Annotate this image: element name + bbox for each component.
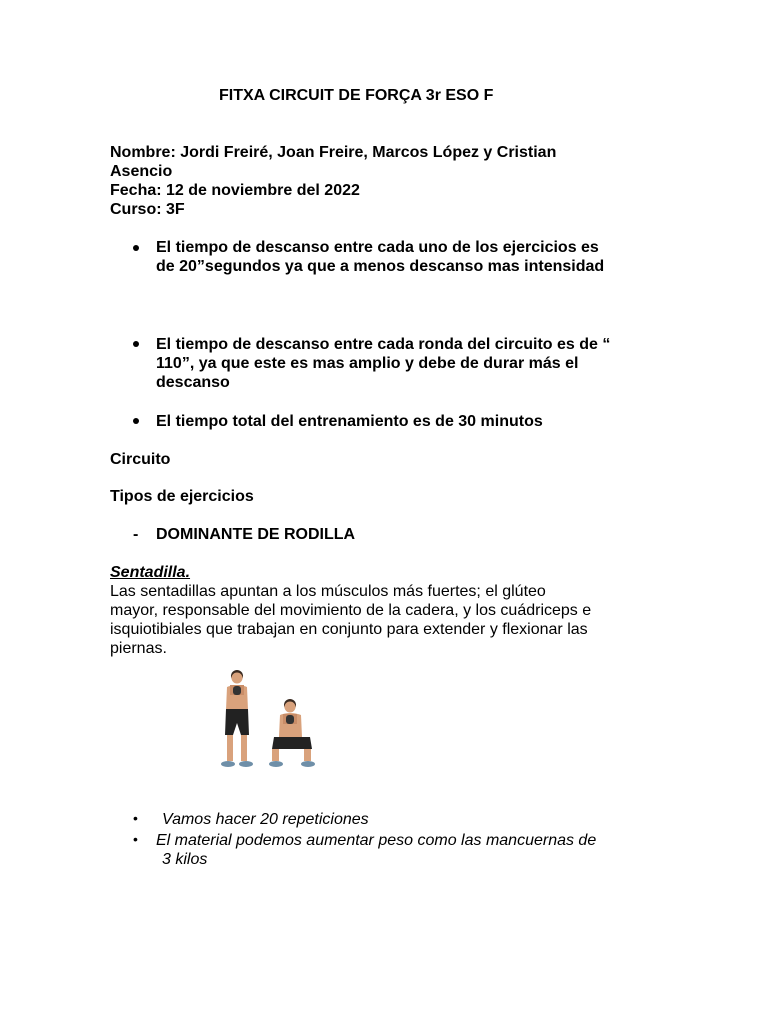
bullet-icon: [133, 418, 139, 424]
exercise-desc: isquiotibiales que trabajan en conjunto para extender y flexionar las: [110, 621, 588, 638]
bullet-text: El tiempo de descanso entre cada uno de los ejercicios es: [156, 239, 599, 256]
dominante-heading: DOMINANTE DE RODILLA: [156, 526, 356, 543]
standing-figure: [221, 670, 253, 767]
dash-marker: -: [133, 526, 139, 543]
exercise-desc: mayor, responsable del movimiento de la cadera, y los cuádriceps e: [110, 602, 592, 619]
squat-illustration: [212, 665, 322, 775]
bullet-icon: [133, 341, 139, 347]
bullet-text: 110”, ya que este es mas amplio y debe de durar más el: [156, 355, 579, 372]
squatting-figure: [269, 699, 315, 767]
nombre-line: Nombre: Jordi Freiré, Joan Freire, Marcos López y Cristian: [110, 144, 557, 161]
note-text: 3 kilos: [162, 851, 208, 868]
bullet-icon: •: [133, 831, 138, 847]
note-text: Vamos hacer 20 repeticiones: [162, 811, 369, 828]
bullet-text: descanso: [156, 374, 230, 391]
curso-line: Curso: 3F: [110, 201, 185, 218]
note-text: El material podemos aumentar peso como las mancuernas de: [156, 832, 597, 849]
document-title: FITXA CIRCUIT DE FORÇA 3r ESO F: [219, 87, 494, 104]
nombre-line-cont: Asencio: [110, 163, 173, 180]
bullet-icon: •: [133, 810, 138, 826]
circuito-heading: Circuito: [110, 451, 171, 468]
bullet-text: de 20”segundos ya que a menos descanso mas intensidad: [156, 258, 605, 275]
tipos-heading: Tipos de ejercicios: [110, 488, 254, 505]
bullet-icon: [133, 245, 139, 251]
bullet-text: El tiempo total del entrenamiento es de 30 minutos: [156, 413, 543, 430]
fecha-line: Fecha: 12 de noviembre del 2022: [110, 182, 360, 199]
exercise-name: Sentadilla.: [110, 564, 191, 581]
exercise-desc: Las sentadillas apuntan a los músculos más fuertes; el glúteo: [110, 583, 546, 600]
exercise-desc: piernas.: [110, 640, 167, 657]
bullet-text: El tiempo de descanso entre cada ronda del circuito es de “: [156, 336, 611, 353]
